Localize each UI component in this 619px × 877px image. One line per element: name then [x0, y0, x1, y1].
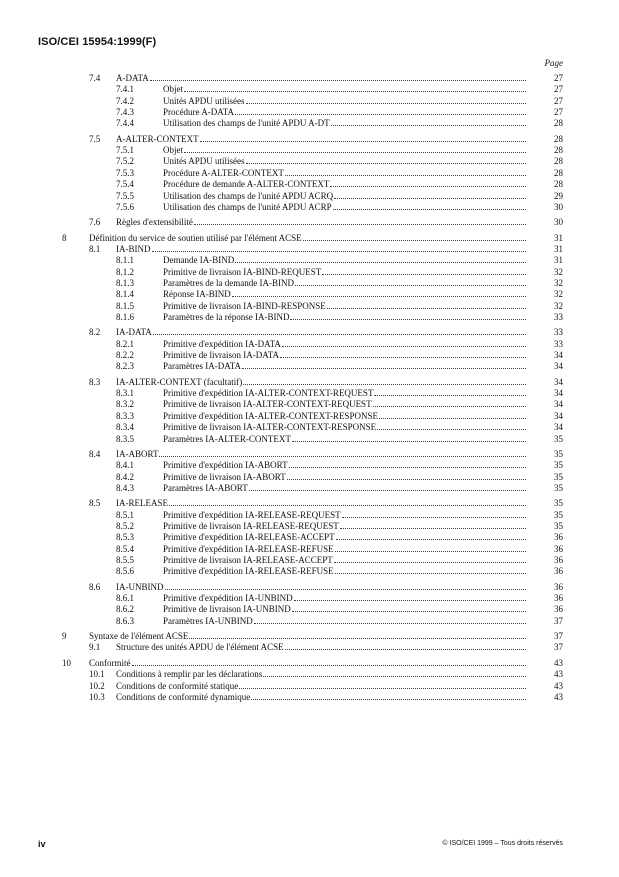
document-header-title: ISO/CEI 15954:1999(F) [38, 36, 157, 48]
toc-entry[interactable] [116, 326, 529, 338]
toc-entry-title: Paramètres IA-UNBIND [163, 615, 253, 626]
toc-entry[interactable] [116, 680, 529, 692]
toc-entry-page: 30 [554, 201, 563, 212]
toc-entry[interactable] [163, 360, 529, 372]
toc-dot-leader [292, 610, 526, 612]
toc-entry-number: 8.3.2 [116, 399, 134, 410]
toc-dot-leader [251, 698, 526, 700]
toc-entry[interactable] [163, 254, 529, 266]
toc-entry[interactable] [89, 657, 529, 669]
toc-dot-leader [330, 185, 526, 187]
toc-entry[interactable] [163, 106, 529, 118]
toc-entry-title: Unités APDU utilisées [163, 95, 245, 106]
toc-entry-title: IA-ALTER-CONTEXT (facultatif) [116, 376, 243, 387]
toc-entry-number: 8.2.3 [116, 361, 134, 372]
toc-entry-number: 10 [62, 657, 71, 668]
toc-entry[interactable] [163, 421, 529, 433]
toc-entry-page: 31 [554, 255, 563, 266]
toc-entry-title: Primitive de livraison IA-RELEASE-ACCEPT [163, 555, 333, 565]
toc-entry[interactable] [163, 398, 529, 410]
toc-entry-title: Paramètres IA-ALTER-CONTEXT [163, 433, 291, 444]
toc-entry-title: Primitive d'expédition IA-RELEASE-REFUSE [163, 543, 334, 554]
toc-entry-title: Primitive de livraison IA-RELEASE-REQUEST [163, 520, 339, 531]
toc-entry-number: 10.1 [89, 669, 105, 680]
toc-dot-leader [290, 318, 526, 320]
toc-dot-leader [152, 250, 527, 252]
toc-dot-leader [282, 345, 526, 347]
toc-entry-number: 8.6.2 [116, 604, 134, 615]
toc-entry-title: Procédure A-ALTER-CONTEXT [163, 167, 284, 178]
toc-entry-page: 32 [554, 289, 563, 300]
toc-entry-page: 29 [554, 190, 563, 201]
toc-entry-title: IA-UNBIND [116, 581, 164, 592]
toc-entry-title: Primitive de livraison IA-ALTER-CONTEXT-RESPONSE [163, 422, 377, 433]
toc-entry-page: 35 [554, 520, 563, 531]
toc-entry-title: Conditions de conformité dynamique [116, 691, 251, 702]
toc-entry-number: 8.1.6 [116, 312, 134, 322]
toc-entry-number: 8.1.2 [116, 266, 134, 277]
toc-entry[interactable] [163, 603, 529, 615]
toc-entry-page: 43 [554, 691, 563, 702]
toc-entry-page: 36 [554, 532, 563, 543]
toc-entry-title: Syntaxe de l'élément ACSE [89, 631, 189, 642]
toc-entry-number: 8.3 [89, 376, 101, 387]
toc-entry-page: 36 [554, 543, 563, 554]
toc-dot-leader [331, 124, 526, 126]
toc-entry-page: 33 [554, 312, 563, 322]
toc-entry[interactable] [163, 349, 529, 361]
toc-entry[interactable] [163, 482, 529, 494]
toc-entry-page: 36 [554, 604, 563, 615]
toc-entry[interactable] [163, 83, 529, 95]
toc-entry[interactable] [163, 288, 529, 300]
toc-entry-page: 33 [554, 338, 563, 349]
toc-entry[interactable] [116, 668, 529, 680]
footer-page-number: iv [38, 839, 46, 849]
toc-entry-number: 7.5.3 [116, 167, 134, 178]
toc-dot-leader [169, 504, 526, 506]
toc-dot-leader [295, 284, 526, 286]
toc-entry-page: 35 [554, 498, 563, 509]
toc-entry-number: 7.4.3 [116, 107, 134, 118]
toc-dot-leader [184, 151, 526, 153]
toc-entry-title: Structure des unités APDU de l'élément ACSE [116, 642, 284, 653]
toc-entry-number: 8.5.4 [116, 543, 134, 554]
toc-entry[interactable] [163, 554, 529, 566]
toc-dot-leader [242, 367, 526, 369]
toc-entry-number: 8.1.4 [116, 289, 134, 300]
toc-entry-number: 8.4.1 [116, 460, 134, 471]
toc-entry-number: 9 [62, 631, 67, 642]
toc-entry-number: 8.4 [89, 448, 101, 459]
toc-entry[interactable] [116, 581, 529, 593]
toc-entry-page: 34 [554, 422, 563, 433]
toc-dot-leader [322, 273, 526, 275]
footer-copyright: © ISO/CEI 1999 – Tous droits réservés [442, 840, 563, 847]
toc-entry-page: 34 [554, 388, 563, 399]
toc-dot-leader [235, 113, 526, 115]
toc-entry-number: 8.4.3 [116, 482, 134, 493]
toc-dot-leader [327, 307, 526, 309]
toc-dot-leader [342, 516, 526, 518]
toc-entry-title: Primitive de livraison IA-ABORT [163, 471, 286, 482]
toc-entry-number: 8.6.1 [116, 593, 134, 604]
toc-entry-page: 35 [554, 460, 563, 471]
toc-entry-title: Primitive d'expédition IA-ABORT [163, 460, 288, 471]
toc-entry-number: 10.3 [89, 691, 105, 702]
toc-dot-leader [232, 295, 526, 297]
toc-entry-number: 7.4.1 [116, 84, 134, 95]
toc-entry-title: IA-DATA [116, 327, 152, 338]
toc-dot-leader [246, 102, 526, 104]
toc-entry-page: 34 [554, 350, 563, 361]
toc-entry-title: Réponse IA-BIND [163, 289, 231, 300]
toc-entry-page: 27 [554, 84, 563, 95]
toc-entry-page: 33 [554, 327, 563, 338]
toc-entry-title: Primitive d'expédition IA-UNBIND [163, 593, 293, 604]
toc-entry[interactable] [116, 133, 529, 145]
toc-dot-leader [289, 466, 526, 468]
toc-entry-page: 27 [554, 107, 563, 118]
toc-entry-title: Conditions de conformité statique [116, 680, 239, 691]
toc-entry-number: 8.5.3 [116, 532, 134, 543]
toc-entry-page: 28 [554, 133, 563, 144]
toc-entry-title: Primitive d'expédition IA-ALTER-CONTEXT-REQUEST [163, 388, 374, 399]
toc-entry-title: Primitive d'expédition IA-ALTER-CONTEXT-RESPONSE [163, 410, 378, 421]
toc-entry-page: 34 [554, 376, 563, 387]
toc-dot-leader [194, 223, 526, 225]
toc-entry-title: Conditions à remplir par les déclarations [116, 669, 263, 680]
toc-entry-page: 28 [554, 179, 563, 190]
toc-entry-number: 7.5.1 [116, 145, 134, 156]
toc-entry-title: Procédure de demande A-ALTER-CONTEXT [163, 179, 330, 190]
toc-dot-leader [336, 538, 526, 540]
toc-dot-leader [292, 440, 526, 442]
toc-entry[interactable] [116, 72, 529, 84]
toc-dot-leader [254, 622, 526, 624]
toc-entry-page: 36 [554, 555, 563, 565]
toc-entry-page: 35 [554, 482, 563, 493]
toc-dot-leader [373, 405, 526, 407]
toc-entry-title: IA-ABORT [116, 448, 159, 459]
toc-entry-number: 8.1.5 [116, 300, 134, 311]
toc-entry-page: 37 [554, 642, 563, 653]
toc-entry-number: 8.5.1 [116, 509, 134, 520]
toc-dot-leader [246, 162, 526, 164]
toc-entry-title: Définition du service de soutien utilisé par l'élément ACSE [89, 232, 302, 243]
toc-entry[interactable] [163, 387, 529, 399]
toc-entry[interactable] [163, 471, 529, 483]
toc-entry-page: 36 [554, 581, 563, 592]
toc-entry-number: 8.5.5 [116, 555, 134, 565]
toc-entry-number: 8.3.5 [116, 433, 134, 444]
toc-entry-title: A-DATA [116, 73, 149, 83]
toc-entry-number: 8.1.1 [116, 255, 134, 266]
toc-entry-page: 31 [554, 232, 563, 243]
toc-dot-leader [235, 261, 526, 263]
toc-entry-title: Paramètres de la réponse IA-BIND [163, 312, 290, 322]
toc-dot-leader [189, 637, 526, 639]
toc-dot-leader [159, 455, 526, 457]
toc-entry-title: Utilisation des champs de l'unité APDU ACRQ [163, 190, 334, 201]
toc-entry[interactable] [163, 178, 529, 190]
toc-entry-page: 32 [554, 300, 563, 311]
toc-entry[interactable] [163, 338, 529, 350]
toc-entry-page: 34 [554, 410, 563, 421]
toc-entry-page: 35 [554, 448, 563, 459]
toc-entry-title: Primitive d'expédition IA-RELEASE-ACCEPT [163, 532, 335, 543]
toc-dot-leader [333, 208, 526, 210]
toc-dot-leader [153, 333, 526, 335]
toc-dot-leader [379, 417, 526, 419]
toc-entry-number: 7.5.2 [116, 156, 134, 167]
toc-entry[interactable] [89, 630, 529, 642]
toc-entry-number: 8.2 [89, 327, 101, 338]
toc-entry-title: Paramètres IA-DATA [163, 361, 242, 372]
toc-entry-title: Primitive de livraison IA-BIND-RESPONSE [163, 300, 326, 311]
toc-entry-page: 35 [554, 509, 563, 520]
toc-entry-page: 37 [554, 631, 563, 642]
toc-entry-page: 28 [554, 167, 563, 178]
toc-entry-number: 7.4.4 [116, 118, 134, 129]
toc-dot-leader [200, 140, 526, 142]
toc-entry[interactable] [116, 641, 529, 653]
toc-entry-number: 7.4.2 [116, 95, 134, 106]
toc-entry-title: Objet [163, 145, 183, 156]
toc-entry[interactable] [163, 520, 529, 532]
toc-dot-leader [334, 197, 526, 199]
toc-entry[interactable] [116, 497, 529, 509]
toc-entry-title: Paramètres IA-ABORT [163, 482, 248, 493]
toc-entry-page: 28 [554, 156, 563, 167]
toc-entry-title: Primitive d'expédition IA-RELEASE-REFUSE [163, 566, 334, 577]
toc-entry-page: 28 [554, 118, 563, 129]
toc-entry-number: 8.5 [89, 498, 101, 509]
toc-entry[interactable] [163, 266, 529, 278]
toc-entry-number: 7.5 [89, 133, 101, 144]
toc-entry-title: Objet [163, 84, 183, 95]
toc-entry-number: 8.4.2 [116, 471, 134, 482]
toc-entry-number: 8.5.2 [116, 520, 134, 531]
toc-dot-leader [335, 550, 526, 552]
toc-entry-title: Primitive de livraison IA-UNBIND [163, 604, 291, 615]
toc-entry-title: Unités APDU utilisées [163, 156, 245, 167]
toc-entry-page: 27 [554, 73, 563, 83]
toc-dot-leader [243, 383, 526, 385]
toc-dot-leader [374, 394, 526, 396]
toc-entry-number: 8.3.1 [116, 388, 134, 399]
toc-entry-page: 43 [554, 680, 563, 691]
toc-dot-leader [280, 356, 526, 358]
toc-entry[interactable] [163, 277, 529, 289]
toc-dot-leader [303, 239, 526, 241]
toc-entry-page: 35 [554, 433, 563, 444]
toc-dot-leader [132, 664, 527, 666]
toc-dot-leader [285, 174, 526, 176]
toc-dot-leader [334, 561, 526, 563]
toc-entry[interactable] [163, 615, 529, 627]
toc-entry-title: Procédure A-DATA [163, 107, 235, 118]
toc-entry[interactable] [163, 95, 529, 107]
toc-entry[interactable] [163, 543, 529, 555]
toc-dot-leader [294, 599, 526, 601]
toc-entry-title: Utilisation des champs de l'unité APDU A-DT [163, 118, 330, 129]
toc-entry[interactable] [163, 509, 529, 521]
toc-entry[interactable] [116, 216, 529, 228]
page-column-label: Page [544, 58, 563, 68]
toc-entry-page: 43 [554, 657, 563, 668]
toc-entry[interactable] [163, 565, 529, 577]
toc-entry-title: Règles d'extensibilité [116, 217, 193, 228]
toc-entry-page: 37 [554, 615, 563, 626]
toc-entry-title: Demande IA-BIND [163, 255, 235, 266]
toc-dot-leader [263, 675, 526, 677]
toc-entry[interactable] [163, 592, 529, 604]
toc-entry-number: 8.6.3 [116, 615, 134, 626]
toc-entry[interactable] [163, 144, 529, 156]
toc-entry-number: 7.5.5 [116, 190, 134, 201]
toc-entry[interactable] [163, 190, 529, 202]
toc-entry-page: 27 [554, 95, 563, 106]
toc-entry-title: Conformité [89, 657, 131, 668]
toc-entry-page: 36 [554, 593, 563, 604]
toc-entry-page: 43 [554, 669, 563, 680]
toc-dot-leader [249, 489, 526, 491]
toc-dot-leader [287, 478, 526, 480]
toc-entry[interactable] [89, 232, 529, 244]
toc-entry-title: Primitive de livraison IA-BIND-REQUEST [163, 266, 322, 277]
toc-entry-page: 31 [554, 243, 563, 254]
toc-entry-page: 35 [554, 471, 563, 482]
toc-entry[interactable] [163, 433, 529, 445]
toc-dot-leader [165, 588, 527, 590]
toc-entry-page: 28 [554, 145, 563, 156]
toc-entry[interactable] [163, 167, 529, 179]
toc-entry-number: 7.6 [89, 217, 101, 228]
toc-dot-leader [377, 428, 526, 430]
toc-entry-title: Primitive de livraison IA-ALTER-CONTEXT-REQUEST [163, 399, 372, 410]
toc-entry-number: 8.2.2 [116, 350, 134, 361]
toc-entry-title: A-ALTER-CONTEXT [116, 133, 199, 144]
toc-dot-leader [285, 648, 526, 650]
toc-dot-leader [150, 79, 526, 81]
toc-entry-title: Paramètres de la demande IA-BIND [163, 277, 294, 288]
toc-entry[interactable] [116, 376, 529, 388]
toc-entry-page: 36 [554, 566, 563, 577]
toc-entry-number: 7.5.4 [116, 179, 134, 190]
toc-entry[interactable] [163, 410, 529, 422]
toc-entry-page: 32 [554, 266, 563, 277]
toc-entry-title: Utilisation des champs de l'unité APDU ACRP [163, 201, 332, 212]
toc-entry-number: 8.1 [89, 243, 101, 254]
toc-entry-number: 8.6 [89, 581, 101, 592]
toc-entry[interactable] [163, 117, 529, 129]
toc-entry-title: IA-BIND [116, 243, 151, 254]
toc-entry-number: 8 [62, 232, 67, 243]
toc-entry-number: 8.3.4 [116, 422, 134, 433]
toc-dot-leader [340, 527, 526, 529]
toc-entry-number: 8.3.3 [116, 410, 134, 421]
toc-entry[interactable] [163, 459, 529, 471]
toc-entry-number: 7.5.6 [116, 201, 134, 212]
toc-entry[interactable] [163, 311, 529, 323]
toc-entry[interactable] [116, 448, 529, 460]
toc-entry-title: Primitive d'expédition IA-DATA [163, 338, 281, 349]
toc-entry-number: 8.1.3 [116, 277, 134, 288]
toc-entry-page: 30 [554, 217, 563, 228]
toc-dot-leader [335, 572, 526, 574]
toc-entry-title: Primitive de livraison IA-DATA [163, 350, 280, 361]
toc-entry[interactable] [163, 300, 529, 312]
toc-entry[interactable] [163, 531, 529, 543]
toc-entry[interactable] [163, 155, 529, 167]
toc-entry-page: 32 [554, 277, 563, 288]
toc-entry[interactable] [116, 691, 529, 703]
toc-entry-page: 34 [554, 399, 563, 410]
toc-dot-leader [184, 90, 526, 92]
toc-entry-number: 8.2.1 [116, 338, 134, 349]
toc-entry-number: 10.2 [89, 680, 105, 691]
toc-entry[interactable] [163, 201, 529, 213]
toc-entry-title: Primitive d'expédition IA-RELEASE-REQUEST [163, 509, 341, 520]
toc-entry-title: IA-RELEASE [116, 498, 168, 509]
toc-entry[interactable] [116, 243, 529, 255]
toc-entry-number: 7.4 [89, 73, 101, 83]
toc-dot-leader [239, 687, 526, 689]
toc-entry-number: 8.5.6 [116, 566, 134, 577]
toc-entry-page: 34 [554, 361, 563, 372]
toc-entry-number: 9.1 [89, 642, 101, 653]
